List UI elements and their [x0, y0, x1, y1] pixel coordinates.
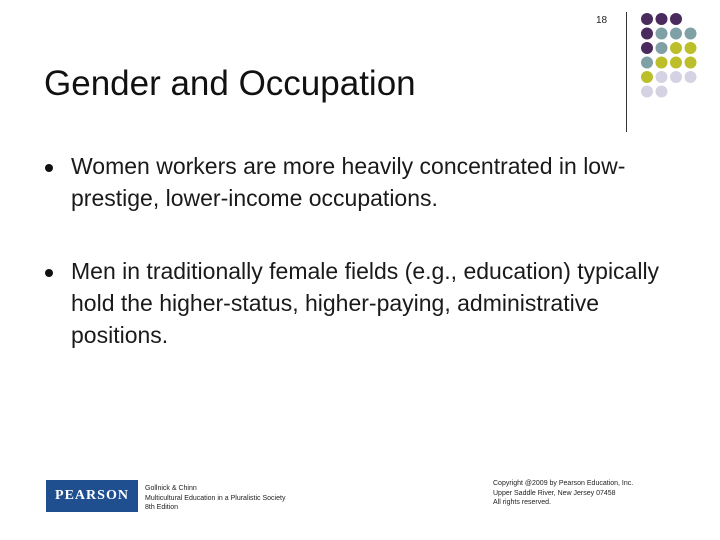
book-line: Gollnick & Chinn [145, 485, 197, 492]
copyright-line: All rights reserved. [493, 499, 551, 506]
decorative-dot [656, 42, 668, 54]
copyright-line: Copyright @2009 by Pearson Education, Inc. [493, 480, 634, 487]
bullet-text: Men in traditionally female fields (e.g., education) typically hold the higher-status, higher-paying, administrative positions. [71, 258, 660, 348]
copyright-notice [493, 479, 633, 508]
bullet-dot-icon [45, 164, 53, 172]
decorative-dot [670, 57, 682, 69]
bullet-dot-icon [45, 269, 53, 277]
decorative-dot [641, 57, 653, 69]
decorative-dot [685, 71, 697, 83]
decorative-dot [670, 13, 682, 25]
slide-number: 18 [596, 15, 608, 26]
bullet-item [44, 255, 664, 351]
decorative-dot [656, 28, 668, 40]
logo-text: PEARSON [55, 488, 129, 503]
decorative-dot [641, 13, 653, 25]
decorative-dot [685, 57, 697, 69]
decorative-dot [670, 28, 682, 40]
decorative-dot [656, 86, 668, 98]
bullet-item [44, 150, 664, 214]
decorative-dot [641, 71, 653, 83]
copyright-line: Upper Saddle River, New Jersey 07458 [493, 489, 616, 497]
decorative-dot [641, 28, 653, 40]
decorative-dot [641, 42, 653, 54]
decorative-dot [670, 42, 682, 54]
page-title: Gender and Occupation [44, 64, 416, 103]
decorative-dot [656, 71, 668, 83]
bullet-text: Women workers are more heavily concentrated in low-prestige, lower-income occupations. [71, 153, 626, 211]
decorative-dot [685, 42, 697, 54]
pearson-logo [46, 480, 138, 512]
book-line: Multicultural Education in a Pluralistic Society [145, 494, 286, 502]
book-citation [145, 484, 285, 513]
decorative-dot [641, 86, 653, 98]
decorative-dot [656, 13, 668, 25]
decorative-dot [656, 57, 668, 69]
title-divider [626, 12, 627, 132]
book-line: 8th Edition [145, 504, 179, 511]
decorative-dot [670, 71, 682, 83]
bullet-list [44, 150, 664, 392]
decorative-dot [685, 28, 697, 40]
